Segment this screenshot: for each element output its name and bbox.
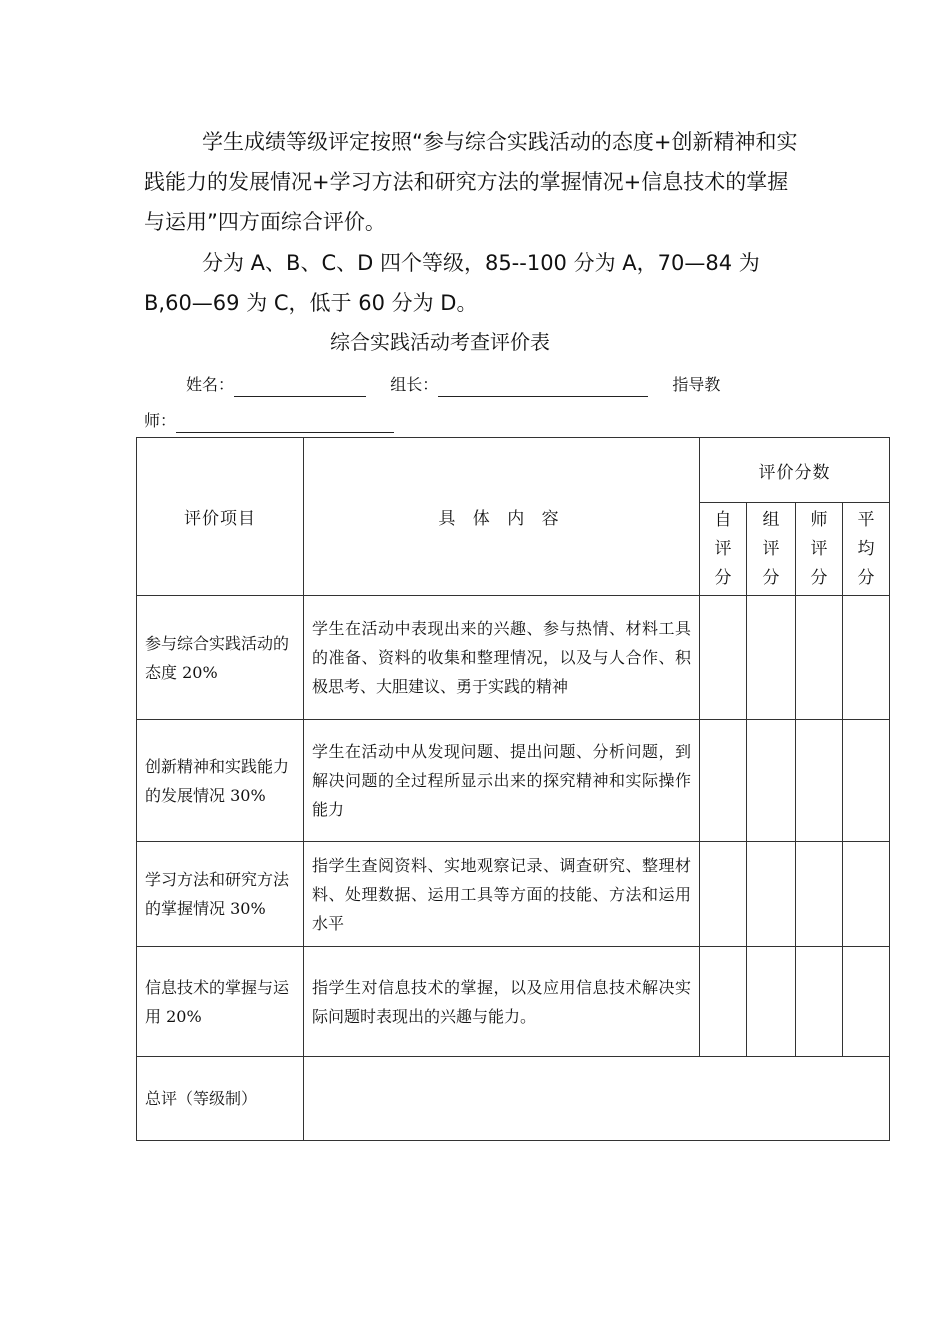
row-content: 指学生对信息技术的掌握，以及应用信息技术解决实际问题时表现出的兴趣与能力。 <box>304 947 700 1057</box>
header-group-score: 组评分 <box>747 503 796 596</box>
self-score-cell[interactable] <box>700 947 747 1057</box>
average-score-cell[interactable] <box>843 720 890 842</box>
teacher-score-cell[interactable] <box>796 596 843 720</box>
average-score-cell[interactable] <box>843 596 890 720</box>
group-score-cell[interactable] <box>747 947 796 1057</box>
row-item: 参与综合实践活动的态度 20% <box>137 596 304 720</box>
row-item: 信息技术的掌握与运用 20% <box>137 947 304 1057</box>
summary-label: 总评（等级制） <box>137 1057 304 1141</box>
header-teacher-score: 师评分 <box>796 503 843 596</box>
table-row <box>137 596 890 720</box>
teacher-label-part1: 指导教 <box>672 375 721 394</box>
teacher-score-cell[interactable] <box>796 720 843 842</box>
header-self-score: 自评分 <box>700 503 747 596</box>
group-score-cell[interactable] <box>747 720 796 842</box>
self-score-cell[interactable] <box>700 720 747 842</box>
teacher-score-cell[interactable] <box>796 947 843 1057</box>
header-content: 具 体 内 容 <box>304 438 700 596</box>
teacher-score-cell[interactable] <box>796 842 843 947</box>
row-content: 学生在活动中表现出来的兴趣、参与热情、材料工具的准备、资料的收集和整理情况，以及与人合作、积极思考、大胆建议、勇于实践的精神 <box>304 596 700 720</box>
row-item: 学习方法和研究方法的掌握情况 30% <box>137 842 304 947</box>
table-row <box>137 842 890 947</box>
intro-paragraph-2: 分为 A、B、C、D 四个等级，85--100 分为 A，70—84 为 B,60—69 为 C，低于 60 分为 D。 <box>144 251 760 315</box>
average-score-cell[interactable] <box>843 842 890 947</box>
row-content: 学生在活动中从发现问题、提出问题、分析问题，到解决问题的全过程所显示出来的探究精神和实际操作能力 <box>304 720 700 842</box>
header-item: 评价项目 <box>137 438 304 596</box>
self-score-cell[interactable] <box>700 842 747 947</box>
form-title: 综合实践活动考查评价表 <box>330 330 550 354</box>
form-info-line <box>186 373 720 397</box>
leader-field[interactable] <box>438 376 648 397</box>
table-row <box>137 720 890 842</box>
intro-paragraph-1: 学生成绩等级评定按照“参与综合实践活动的态度+创新精神和实践能力的发展情况+学习方法和研究方法的掌握情况+信息技术的掌握与运用”四方面综合评价。 <box>144 130 798 234</box>
teacher-label-part2: 师： <box>144 411 177 430</box>
leader-label: 组长： <box>390 375 439 394</box>
header-average-score: 平均分 <box>843 503 890 596</box>
row-content: 指学生查阅资料、实地观察记录、调查研究、整理材料、处理数据、运用工具等方面的技能、方法和运用水平 <box>304 842 700 947</box>
header-score-group: 评价分数 <box>700 438 890 503</box>
evaluation-table <box>136 437 890 1141</box>
summary-cell[interactable] <box>304 1057 890 1141</box>
row-item: 创新精神和实践能力的发展情况 30% <box>137 720 304 842</box>
name-label: 姓名： <box>186 375 235 394</box>
average-score-cell[interactable] <box>843 947 890 1057</box>
form-info-line-2 <box>144 409 394 433</box>
group-score-cell[interactable] <box>747 842 796 947</box>
teacher-field[interactable] <box>176 412 394 433</box>
self-score-cell[interactable] <box>700 596 747 720</box>
name-field[interactable] <box>234 376 366 397</box>
group-score-cell[interactable] <box>747 596 796 720</box>
summary-row <box>137 1057 890 1141</box>
table-row <box>137 947 890 1057</box>
